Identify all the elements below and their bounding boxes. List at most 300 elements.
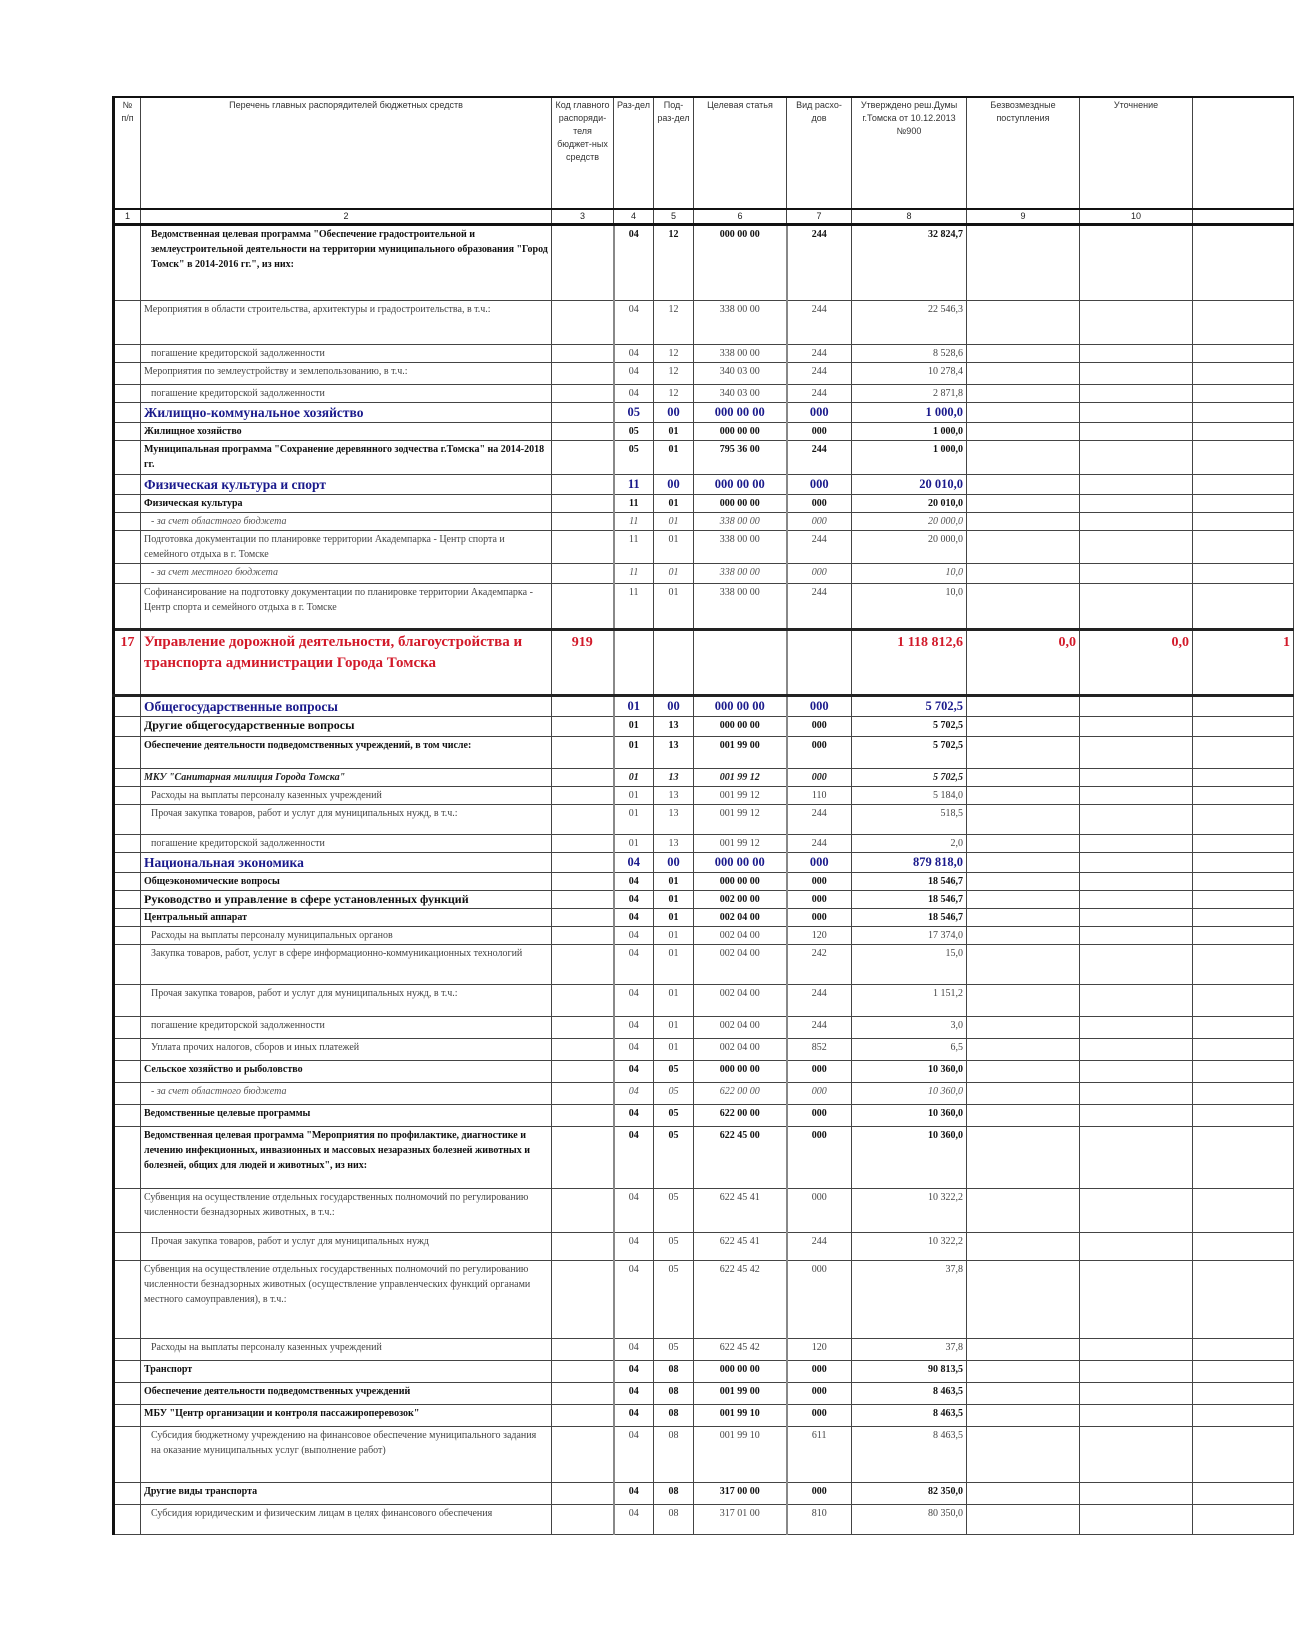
- table-row: [114, 584, 1294, 630]
- colnum-9: 9: [967, 209, 1080, 225]
- row-change: [1080, 985, 1193, 1017]
- row-grants: [967, 495, 1080, 513]
- row-expense-type: 000: [787, 403, 852, 423]
- row-razdel: 04: [614, 909, 654, 927]
- row-podrazdel: 05: [654, 1127, 694, 1189]
- row-razdel: 04: [614, 1017, 654, 1039]
- row-grants: [967, 441, 1080, 475]
- table-row: [114, 945, 1294, 985]
- table-row: [114, 1383, 1294, 1405]
- row-razdel: 11: [614, 564, 654, 584]
- row-number: [114, 1405, 141, 1427]
- row-name: Общегосударственные вопросы: [141, 696, 552, 717]
- row-razdel: 01: [614, 737, 654, 769]
- row-podrazdel: 01: [654, 531, 694, 564]
- row-target-article: 001 99 12: [694, 805, 787, 835]
- row-podrazdel: 00: [654, 853, 694, 873]
- table-row: [114, 363, 1294, 385]
- row-target-article: 001 99 12: [694, 769, 787, 787]
- row-target-article: [694, 630, 787, 696]
- row-expense-type: 611: [787, 1427, 852, 1483]
- row-podrazdel: 13: [654, 835, 694, 853]
- row-razdel: 05: [614, 423, 654, 441]
- row-approved: 5 702,5: [852, 717, 967, 737]
- row-number: [114, 985, 141, 1017]
- colnum-2: 2: [141, 209, 552, 225]
- table-row: [114, 1261, 1294, 1339]
- row-podrazdel: 01: [654, 909, 694, 927]
- row-target-article: 338 00 00: [694, 513, 787, 531]
- row-number: [114, 1189, 141, 1233]
- row-expense-type: 810: [787, 1505, 852, 1535]
- row-approved: 1 000,0: [852, 403, 967, 423]
- row-grants: [967, 873, 1080, 891]
- row-grants: [967, 1383, 1080, 1405]
- row-name: Физическая культура и спорт: [141, 475, 552, 495]
- header-name: Перечень главных распорядителей бюджетных средств: [141, 97, 552, 209]
- row-podrazdel: 08: [654, 1361, 694, 1383]
- row-razdel: 11: [614, 531, 654, 564]
- row-target-article: 622 45 41: [694, 1189, 787, 1233]
- row-expense-type: 000: [787, 423, 852, 441]
- row-change: [1080, 1339, 1193, 1361]
- row-number: [114, 873, 141, 891]
- row-change: [1080, 363, 1193, 385]
- row-approved: 1 000,0: [852, 441, 967, 475]
- row-target-article: 000 00 00: [694, 696, 787, 717]
- row-name: Жилищно-коммунальное хозяйство: [141, 403, 552, 423]
- row-number: [114, 891, 141, 909]
- row-target-article: 000 00 00: [694, 1361, 787, 1383]
- row-number: [114, 909, 141, 927]
- row-approved: 5 702,5: [852, 737, 967, 769]
- row-total: [1193, 403, 1294, 423]
- row-grbs-code: [552, 1127, 614, 1189]
- row-grbs-code: [552, 805, 614, 835]
- table-row: [114, 1361, 1294, 1383]
- colnum-6: 6: [694, 209, 787, 225]
- row-number: [114, 475, 141, 495]
- row-razdel: 04: [614, 1233, 654, 1261]
- row-grbs-code: [552, 985, 614, 1017]
- row-number: [114, 531, 141, 564]
- colnum-7: 7: [787, 209, 852, 225]
- table-row: [114, 1061, 1294, 1083]
- row-grbs-code: [552, 769, 614, 787]
- row-razdel: 11: [614, 475, 654, 495]
- row-change: [1080, 475, 1193, 495]
- row-number: [114, 584, 141, 630]
- row-expense-type: 000: [787, 495, 852, 513]
- row-total: [1193, 1339, 1294, 1361]
- row-total: [1193, 225, 1294, 301]
- row-grants: [967, 853, 1080, 873]
- row-razdel: 01: [614, 835, 654, 853]
- row-razdel: 11: [614, 584, 654, 630]
- row-name: Общеэкономические вопросы: [141, 873, 552, 891]
- row-total: [1193, 1483, 1294, 1505]
- row-number: [114, 513, 141, 531]
- row-expense-type: 000: [787, 717, 852, 737]
- row-grants: [967, 475, 1080, 495]
- row-name: Транспорт: [141, 1361, 552, 1383]
- row-razdel: 11: [614, 495, 654, 513]
- table-row: [114, 1505, 1294, 1535]
- header-number: № п/п: [114, 97, 141, 209]
- row-total: [1193, 1233, 1294, 1261]
- row-change: [1080, 1127, 1193, 1189]
- row-podrazdel: 01: [654, 1017, 694, 1039]
- row-podrazdel: 01: [654, 985, 694, 1017]
- row-podrazdel: 01: [654, 564, 694, 584]
- row-approved: 1 151,2: [852, 985, 967, 1017]
- row-approved: 5 702,5: [852, 696, 967, 717]
- colnum-1: 1: [114, 209, 141, 225]
- header-razdel: Раз-дел: [614, 97, 654, 209]
- row-number: [114, 696, 141, 717]
- row-target-article: 000 00 00: [694, 873, 787, 891]
- row-grbs-code: [552, 301, 614, 345]
- row-total: [1193, 1189, 1294, 1233]
- row-name: Мероприятия в области строительства, архитектуры и градостроительства, в т.ч.:: [141, 301, 552, 345]
- row-change: [1080, 927, 1193, 945]
- row-name: - за счет местного бюджета: [141, 564, 552, 584]
- row-razdel: 04: [614, 385, 654, 403]
- row-grbs-code: [552, 1105, 614, 1127]
- table-row: [114, 1105, 1294, 1127]
- row-expense-type: 000: [787, 737, 852, 769]
- row-grbs-code: [552, 441, 614, 475]
- row-grants: [967, 945, 1080, 985]
- row-grants: [967, 363, 1080, 385]
- row-target-article: 317 00 00: [694, 1483, 787, 1505]
- table-row: [114, 787, 1294, 805]
- row-razdel: 04: [614, 1061, 654, 1083]
- row-number: [114, 853, 141, 873]
- row-change: [1080, 564, 1193, 584]
- row-grants: [967, 225, 1080, 301]
- row-number: [114, 495, 141, 513]
- row-target-article: 000 00 00: [694, 475, 787, 495]
- colnum-8: 8: [852, 209, 967, 225]
- row-approved: 2,0: [852, 835, 967, 853]
- row-target-article: 000 00 00: [694, 717, 787, 737]
- row-number: [114, 717, 141, 737]
- row-grbs-code: [552, 1361, 614, 1383]
- row-approved: 8 463,5: [852, 1427, 967, 1483]
- row-razdel: 04: [614, 1261, 654, 1339]
- row-approved: 20 000,0: [852, 531, 967, 564]
- table-row: [114, 385, 1294, 403]
- row-number: [114, 1083, 141, 1105]
- row-approved: 20 000,0: [852, 513, 967, 531]
- row-number: [114, 225, 141, 301]
- row-change: 0,0: [1080, 630, 1193, 696]
- row-total: [1193, 737, 1294, 769]
- row-podrazdel: 01: [654, 927, 694, 945]
- row-razdel: 04: [614, 1427, 654, 1483]
- table-row: [114, 475, 1294, 495]
- row-podrazdel: 05: [654, 1105, 694, 1127]
- row-grbs-code: [552, 1505, 614, 1535]
- row-approved: 10 278,4: [852, 363, 967, 385]
- row-total: [1193, 1017, 1294, 1039]
- row-grbs-code: [552, 787, 614, 805]
- row-approved: 90 813,5: [852, 1361, 967, 1383]
- row-target-article: 001 99 10: [694, 1405, 787, 1427]
- row-expense-type: 244: [787, 385, 852, 403]
- row-number: [114, 301, 141, 345]
- row-razdel: 01: [614, 717, 654, 737]
- table-row: [114, 1083, 1294, 1105]
- row-podrazdel: 01: [654, 873, 694, 891]
- table-row: [114, 1483, 1294, 1505]
- table-row: [114, 1427, 1294, 1483]
- row-approved: 5 702,5: [852, 769, 967, 787]
- table-row: [114, 564, 1294, 584]
- row-grants: [967, 787, 1080, 805]
- row-podrazdel: 12: [654, 345, 694, 363]
- table-row: [114, 1233, 1294, 1261]
- row-podrazdel: 01: [654, 495, 694, 513]
- row-total: [1193, 1127, 1294, 1189]
- row-name: Ведомственные целевые программы: [141, 1105, 552, 1127]
- row-target-article: 795 36 00: [694, 441, 787, 475]
- row-approved: 37,8: [852, 1261, 967, 1339]
- row-target-article: 340 03 00: [694, 363, 787, 385]
- row-target-article: 000 00 00: [694, 495, 787, 513]
- row-grbs-code: [552, 737, 614, 769]
- row-name: погашение кредиторской задолженности: [141, 385, 552, 403]
- row-name: МКУ "Санитарная милиция Города Томска": [141, 769, 552, 787]
- table-row: [114, 531, 1294, 564]
- row-name: Расходы на выплаты персоналу казенных учреждений: [141, 1339, 552, 1361]
- row-total: [1193, 1261, 1294, 1339]
- row-approved: 18 546,7: [852, 909, 967, 927]
- table-row: [114, 1017, 1294, 1039]
- row-name: Субсидия бюджетному учреждению на финансовое обеспечение муниципального задания на оказание муниципальных услуг (выполнение работ): [141, 1427, 552, 1483]
- row-razdel: 04: [614, 1505, 654, 1535]
- row-target-article: 622 00 00: [694, 1105, 787, 1127]
- row-expense-type: 110: [787, 787, 852, 805]
- row-grants: [967, 769, 1080, 787]
- row-name: Центральный аппарат: [141, 909, 552, 927]
- row-expense-type: 000: [787, 1261, 852, 1339]
- colnum-5: 5: [654, 209, 694, 225]
- row-grants: [967, 1233, 1080, 1261]
- row-name: МБУ "Центр организации и контроля пассажироперевозок": [141, 1405, 552, 1427]
- table-row: [114, 495, 1294, 513]
- row-expense-type: 000: [787, 909, 852, 927]
- row-grbs-code: [552, 584, 614, 630]
- row-grbs-code: [552, 696, 614, 717]
- row-grants: [967, 584, 1080, 630]
- row-number: [114, 787, 141, 805]
- row-grants: [967, 927, 1080, 945]
- row-grants: [967, 909, 1080, 927]
- header-grbs-code: Код главного распоряди-теля бюджет-ных средств: [552, 97, 614, 209]
- row-target-article: 000 00 00: [694, 853, 787, 873]
- row-grbs-code: [552, 1483, 614, 1505]
- row-total: [1193, 363, 1294, 385]
- row-number: [114, 1233, 141, 1261]
- colnum-11: [1193, 209, 1294, 225]
- table-header: [114, 97, 1294, 209]
- row-razdel: 05: [614, 403, 654, 423]
- header-change: Уточнение: [1080, 97, 1193, 209]
- row-name: Расходы на выплаты персоналу казенных учреждений: [141, 787, 552, 805]
- row-total: [1193, 423, 1294, 441]
- row-approved: 10,0: [852, 564, 967, 584]
- row-expense-type: 242: [787, 945, 852, 985]
- row-grbs-code: [552, 909, 614, 927]
- row-grbs-code: [552, 423, 614, 441]
- row-approved: 17 374,0: [852, 927, 967, 945]
- row-approved: 82 350,0: [852, 1483, 967, 1505]
- row-total: [1193, 531, 1294, 564]
- row-razdel: 04: [614, 927, 654, 945]
- row-razdel: 04: [614, 1189, 654, 1233]
- row-approved: 10 360,0: [852, 1083, 967, 1105]
- row-number: [114, 345, 141, 363]
- row-total: [1193, 1383, 1294, 1405]
- row-grants: [967, 385, 1080, 403]
- row-name: - за счет областного бюджета: [141, 513, 552, 531]
- row-razdel: 04: [614, 1339, 654, 1361]
- row-target-article: 001 99 00: [694, 737, 787, 769]
- row-grants: [967, 345, 1080, 363]
- row-number: [114, 1127, 141, 1189]
- row-name: погашение кредиторской задолженности: [141, 835, 552, 853]
- row-approved: 10 360,0: [852, 1061, 967, 1083]
- row-number: [114, 363, 141, 385]
- row-grants: [967, 985, 1080, 1017]
- row-approved: 20 010,0: [852, 495, 967, 513]
- row-change: [1080, 584, 1193, 630]
- row-name: Мероприятия по землеустройству и землепользованию, в т.ч.:: [141, 363, 552, 385]
- table-row: [114, 873, 1294, 891]
- row-total: [1193, 1083, 1294, 1105]
- row-grants: [967, 513, 1080, 531]
- row-expense-type: 000: [787, 475, 852, 495]
- row-approved: 18 546,7: [852, 891, 967, 909]
- table-row: [114, 717, 1294, 737]
- table-row: [114, 985, 1294, 1017]
- row-number: [114, 1039, 141, 1061]
- row-grbs-code: [552, 1383, 614, 1405]
- row-change: [1080, 945, 1193, 985]
- row-grbs-code: [552, 1427, 614, 1483]
- row-grants: [967, 403, 1080, 423]
- row-grbs-code: [552, 853, 614, 873]
- row-grbs-code: [552, 495, 614, 513]
- row-number: [114, 1017, 141, 1039]
- row-grbs-code: [552, 1339, 614, 1361]
- row-total: [1193, 1061, 1294, 1083]
- row-target-article: 001 99 10: [694, 1427, 787, 1483]
- row-approved: 80 350,0: [852, 1505, 967, 1535]
- colnum-4: 4: [614, 209, 654, 225]
- row-target-article: 002 00 00: [694, 891, 787, 909]
- row-razdel: 04: [614, 1105, 654, 1127]
- row-podrazdel: 05: [654, 1061, 694, 1083]
- row-razdel: 04: [614, 1039, 654, 1061]
- row-name: Субвенция на осуществление отдельных государственных полномочий по регулированию численности безнадзорных животных (осуществление управленческих функций органами местного самоуправления), в т.ч.:: [141, 1261, 552, 1339]
- row-grants: [967, 717, 1080, 737]
- row-change: [1080, 1483, 1193, 1505]
- row-change: [1080, 403, 1193, 423]
- row-podrazdel: 00: [654, 696, 694, 717]
- row-name: Прочая закупка товаров, работ и услуг для муниципальных нужд, в т.ч.:: [141, 985, 552, 1017]
- row-podrazdel: 01: [654, 441, 694, 475]
- row-grbs-code: [552, 1405, 614, 1427]
- row-total: [1193, 1505, 1294, 1535]
- row-change: [1080, 345, 1193, 363]
- row-grants: [967, 1017, 1080, 1039]
- row-change: [1080, 531, 1193, 564]
- row-total: [1193, 441, 1294, 475]
- row-total: [1193, 696, 1294, 717]
- row-podrazdel: 01: [654, 1039, 694, 1061]
- row-razdel: 04: [614, 363, 654, 385]
- row-change: [1080, 385, 1193, 403]
- row-number: [114, 835, 141, 853]
- row-approved: 32 824,7: [852, 225, 967, 301]
- row-razdel: 04: [614, 345, 654, 363]
- row-total: [1193, 1039, 1294, 1061]
- row-podrazdel: 12: [654, 301, 694, 345]
- row-grants: [967, 1405, 1080, 1427]
- row-name: Ведомственная целевая программа "Мероприятия по профилактике, диагностике и лечению инфекционных, инвазионных и массовых незаразных болезней животных и болезней, общих для людей и животных", из них:: [141, 1127, 552, 1189]
- table-row: [114, 737, 1294, 769]
- table-row: [114, 441, 1294, 475]
- row-grbs-code: [552, 1039, 614, 1061]
- row-total: [1193, 835, 1294, 853]
- budget-sheet: [112, 96, 1294, 1535]
- table-body: [114, 209, 1294, 1535]
- row-razdel: 04: [614, 853, 654, 873]
- row-expense-type: 000: [787, 696, 852, 717]
- row-change: [1080, 909, 1193, 927]
- row-grbs-code: [552, 1233, 614, 1261]
- row-expense-type: 000: [787, 1405, 852, 1427]
- row-number: [114, 1261, 141, 1339]
- row-razdel: [614, 630, 654, 696]
- row-change: [1080, 696, 1193, 717]
- row-approved: 10 360,0: [852, 1105, 967, 1127]
- row-podrazdel: 00: [654, 403, 694, 423]
- row-expense-type: 000: [787, 769, 852, 787]
- row-approved: 518,5: [852, 805, 967, 835]
- row-razdel: 04: [614, 945, 654, 985]
- row-grbs-code: [552, 475, 614, 495]
- row-target-article: 338 00 00: [694, 564, 787, 584]
- row-number: [114, 1427, 141, 1483]
- row-name: Софинансирование на подготовку документации по планировке территории Академпарка - Центр спорта и семейного отдыха в г. Томске: [141, 584, 552, 630]
- table-row: [114, 696, 1294, 717]
- row-change: [1080, 805, 1193, 835]
- row-razdel: 04: [614, 1383, 654, 1405]
- row-grants: [967, 301, 1080, 345]
- row-change: [1080, 441, 1193, 475]
- row-grants: [967, 1427, 1080, 1483]
- row-number: [114, 423, 141, 441]
- row-change: [1080, 301, 1193, 345]
- row-approved: 18 546,7: [852, 873, 967, 891]
- row-total: [1193, 475, 1294, 495]
- row-target-article: 338 00 00: [694, 584, 787, 630]
- row-change: [1080, 835, 1193, 853]
